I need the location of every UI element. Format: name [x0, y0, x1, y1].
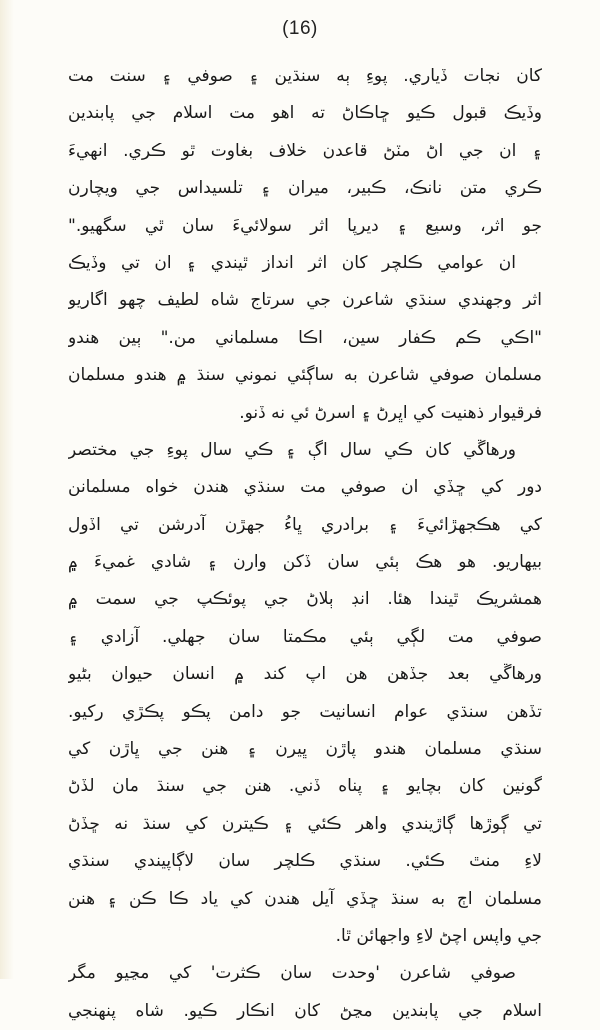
- text-line: صوفي مت لڳي ٻئي مڪمتا سان جهلي. آزادي ۽: [68, 626, 542, 647]
- body-text: [68, 58, 542, 1030]
- text-line: صوفي شاعرن 'وحدت سان ڪثرت' کي مڃيو مگر: [68, 963, 516, 984]
- text-line: ورهاڱي کان ڪي سال اڳ ۽ ڪي سال پوءِ جي مختصر: [68, 439, 516, 460]
- text-line: کي هڪجهڙائيءَ ۽ برادري ڀاءُ جهڙن آدرشن تي اڏول: [68, 514, 542, 535]
- text-line: جو اثر، وسيع ۽ ديرپا اثر سولائيءَ سان ٿي سگهيو.": [68, 215, 542, 236]
- text-line: دور کي ڇڏي ان صوفي مت سنڌي هندن خواه مسلمانن: [68, 477, 542, 498]
- text-line: تي ڳوڙها ڳاڙيندي واهر ڪئي ۽ ڪيترن کي سنڌ نه ڇڏڻ: [68, 813, 542, 834]
- text-line: اسلام جي پابندين مڃڻ کان انڪار ڪيو. شاه پنهنجي: [68, 1000, 542, 1021]
- text-line: لاءِ منٿ ڪئي. سنڌي ڪلچر سان لاڳاپيندي سنڌي: [68, 851, 542, 872]
- text-line: ورهاڱي بعد جڏهن هن اپ کند ۾ انسان حيوان بڻيو: [68, 664, 542, 685]
- text-line: "اڪي ڪم ڪفار سين، اڪا مسلماني من." ٻين هندو: [68, 327, 542, 348]
- text-line: بيهاريو. هو هڪ ٻئي سان ڏکن وارن ۽ شادي غميءَ ۾: [68, 552, 542, 573]
- page-edge-shadow: [0, 0, 14, 979]
- text-line: فرقيوار ذهنيت کي اڀرڻ ۽ اسرڻ ئي نه ڏنو.: [239, 402, 542, 423]
- text-line: گونين کان بچايو ۽ پناه ڏني. هنن جي سنڌ مان لڏڻ: [68, 776, 542, 797]
- text-line: سنڌي مسلمان هندو پاڙن ڀيرن ۽ هنن جي ڀاڙن کي: [68, 739, 542, 760]
- text-line: کان نجات ڏياري. پوءِ ٻه سنڌين ۽ صوفي ۽ سنت مت: [68, 66, 542, 86]
- text-line: تڏهن سنڌي عوام انسانيت جو دامن پڪو پڪڙي رکيو.: [68, 701, 542, 722]
- text-line: مسلمان صوفي شاعرن به ساڳئي نموني سنڌ ۾ هندو مسلمان: [68, 365, 542, 386]
- text-line: اثر وجهندي سنڌي شاعرن جي سرتاج شاه لطيف چهو اگاريو: [68, 290, 542, 311]
- text-line: همشريڪ ٿيندا هئا. انڊ ٻلاڻ جي پوئڪپ جي سمت ۾: [68, 589, 542, 610]
- text-line: مسلمان اڄ به سنڌ ڇڏي آيل هندن کي ياد ڪا ڪن ۽ هنن: [68, 888, 542, 909]
- page-number: (16): [282, 18, 318, 39]
- text-line: ڪري متن نانڪ، ڪبير، ميران ۽ تلسيداس جي ويچارن: [68, 178, 542, 199]
- text-line: ان عوامي ڪلچر کان اثر انداز ٿيندي ۽ ان تي وڏيڪ: [68, 252, 516, 273]
- text-line: وڏيڪ قبول ڪيو ڇاڪاڻ ته اهو مت اسلام جي پابندين: [68, 103, 542, 124]
- text-line: ۽ ان جي اڻ مٽڻ قاعدن خلاف بغاوت ٿو ڪري. انهيءَ: [68, 140, 542, 161]
- text-line: جي واپس اچڻ لاءِ واجهائن ٿا.: [335, 925, 542, 946]
